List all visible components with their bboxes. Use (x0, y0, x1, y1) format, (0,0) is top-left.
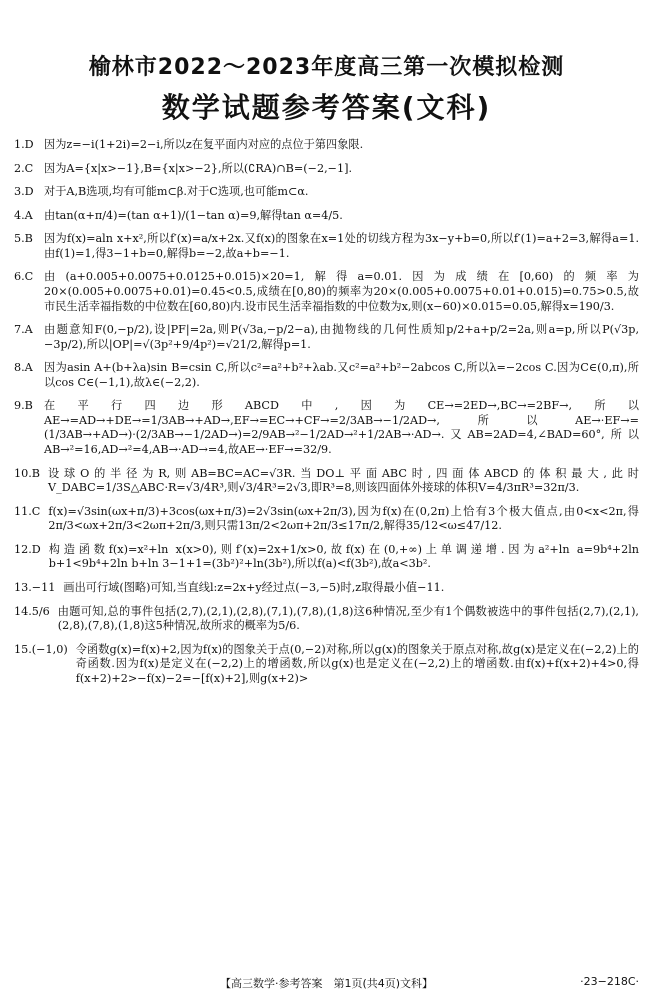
answer-item (14, 399, 639, 457)
answer-explanation: 由tan(α+π/4)=(tan α+1)/(1−tan α)=9,解得tan α=4/5. (44, 208, 343, 222)
answer-explanation: 在平行四边形ABCD中,因为CE→=2ED→,BC→=2BF→,所以AE→=AD→+DE→=1/3AB→+AD→,EF→=EC→+CF→=2/3AB→−1/2AD→,所以AE→·EF→=(1/3AB→+AD→)·(2/3AB→−1/2AD→)=2/9AB→²−1/2AD→²+1/2AB→·AD→.又AB=2AD=4,∠BAD=60°,所以AB→²=16,AD→²=4,AB→·AD→=4,故AE→·EF→=32/9. (44, 399, 639, 456)
page-subtitle: 数学试题参考答案(文科) (161, 91, 492, 124)
answer-item (14, 467, 639, 496)
answer-explanation: 由题可知,总的事件包括(2,7),(2,1),(2,8),(7,1),(7,8),(1,8)这6种情况,至少有1个偶数被选中的事件包括(2,7),(2,1),(2,8),(7,8),(1,8)这5种情况,故所求的概率为5/6. (57, 604, 639, 633)
answer-item (14, 138, 639, 153)
answer-number: 12.D (14, 542, 41, 556)
answer-number: 14.5/6 (14, 604, 50, 618)
answer-item (14, 361, 639, 390)
answer-number: 7.A (14, 323, 33, 337)
answer-number: 2.C (14, 161, 34, 175)
answer-number: 6.C (14, 270, 34, 284)
answer-item (14, 162, 639, 177)
answer-number: 1.D (14, 138, 34, 151)
answer-explanation: 因为z=−i(1+2i)=2−i,所以z在复平面内对应的点位于第四象限. (44, 138, 364, 151)
answer-explanation: 画出可行域(图略)可知,当直线l:z=2x+y经过点(−3,−5)时,z取得最小值−11. (63, 580, 445, 594)
answer-item (14, 543, 639, 572)
answer-item (14, 270, 639, 314)
answer-number: 4.A (14, 208, 33, 222)
answer-explanation: 构造函数f(x)=x²+ln x(x>0),则f′(x)=2x+1/x>0,故f(x)在(0,+∞)上单调递增.因为a²+ln a=9b⁴+2ln b+1<9b⁴+2ln b+ln 3−1+1=(3b²)²+ln(3b²),所以f(a)<f(3b²),故a<3b². (48, 542, 639, 571)
answer-number: 15.(−1,0) (14, 642, 68, 656)
answer-item (14, 581, 639, 596)
answer-explanation: 令函数g(x)=f(x)+2,因为f(x)的图象关于点(0,−2)对称,所以g(x)的图象关于原点对称,故g(x)是定义在(−2,2)上的奇函数.因为f(x)是定义在(−2,2)上的增函数,所以g(x)也是定义在(−2,2)上的增函数.由f(x)+f(x+2)+4>0,得f(x+2)+2>−f(x)−2=−[f(x)+2],则g(x+2)> (75, 642, 639, 685)
answer-item (14, 185, 639, 200)
answer-explanation: 因为asin A+(b+λa)sin B=csin C,所以c²=a²+b²+λab.又c²=a²+b²−2abcos C,所以λ=−2cos C.因为C∈(0,π),所以cos C∈(−1,1),故λ∈(−2,2). (44, 361, 639, 389)
answer-item (14, 232, 639, 261)
answer-explanation: 由(a+0.005+0.0075+0.0125+0.015)×20=1,解得a=0.01.因为成绩在[0,60)的频率为20×(0.005+0.0075+0.01)=0.45<0.5,成绩在[0,80)的频率为20×(0.005+0.0075+0.01+0.015)=0.75>0.5,故市民生活幸福指数的中位数在[60,80)内.设市民生活幸福指数的中位数为x,则(x−60)×0.015=0.05,解得x=190/3. (44, 270, 639, 313)
answer-explanation: 设球O的半径为R,则AB=BC=AC=√3R.当DO⊥平面ABC时,四面体ABCD的体积最大,此时V_DABC=1/3S△ABC·R=√3/4R³,则√3/4R³=2√3,即R³=8,则该四面体外接球的体积V=4/3πR³=32π/3. (48, 466, 639, 495)
answer-number: 3.D (14, 185, 34, 199)
answer-number: 10.B (14, 466, 41, 480)
page-title: 榆林市2022～2023年度高三第一次模拟检测 (88, 55, 565, 80)
answer-item (14, 323, 639, 352)
answer-explanation: 由题意知F(0,−p/2),设|PF|=2a,则P(√3a,−p/2−a),由抛物线的几何性质知p/2+a+p/2=2a,则a=p,所以P(√3p,−3p/2),所以|OP|=√(3p²+9/4p²)=√21/2,解得p=1. (44, 323, 639, 351)
answer-list (14, 138, 639, 695)
answer-explanation: 对于A,B选项,均有可能m⊂β.对于C选项,也可能m⊂α. (44, 185, 309, 199)
answer-item (14, 643, 639, 687)
answer-item (14, 209, 639, 224)
answer-number: 8.A (14, 361, 33, 375)
answer-item (14, 505, 639, 534)
answer-number: 5.B (14, 232, 33, 246)
answer-number: 13.−11 (14, 580, 56, 594)
answer-explanation: 因为f(x)=aln x+x²,所以f′(x)=a/x+2x.又f(x)的图象在x=1处的切线方程为3x−y+b=0,所以f′(1)=a+2=3,解得a=1.由f(1)=1,得3−1+b=0,解得b=−2,故a+b=−1. (44, 232, 639, 260)
answer-number: 9.B (14, 399, 33, 413)
answer-number: 11.C (14, 504, 41, 518)
footer-page-info: 【高三数学·参考答案 第1页(共4页)文科】 (219, 977, 434, 990)
answer-item (14, 605, 639, 634)
answer-explanation: 因为A={x|x>−1},B={x|x>−2},所以(∁RA)∩B=(−2,−1]. (44, 161, 353, 175)
answer-explanation: f(x)=√3sin(ωx+π/3)+3cos(ωx+π/3)=2√3sin(ωx+2π/3),因为f(x)在(0,2π)上恰有3个极大值点,由0<x<2π,得2π/3<ωx+2π/3<2ωπ+2π/3,则只需13π/2<2ωπ+2π/3≤17π/2,解得35/12<ω≤47/12. (48, 504, 639, 533)
footer-code: ·23−218C· (580, 975, 639, 988)
